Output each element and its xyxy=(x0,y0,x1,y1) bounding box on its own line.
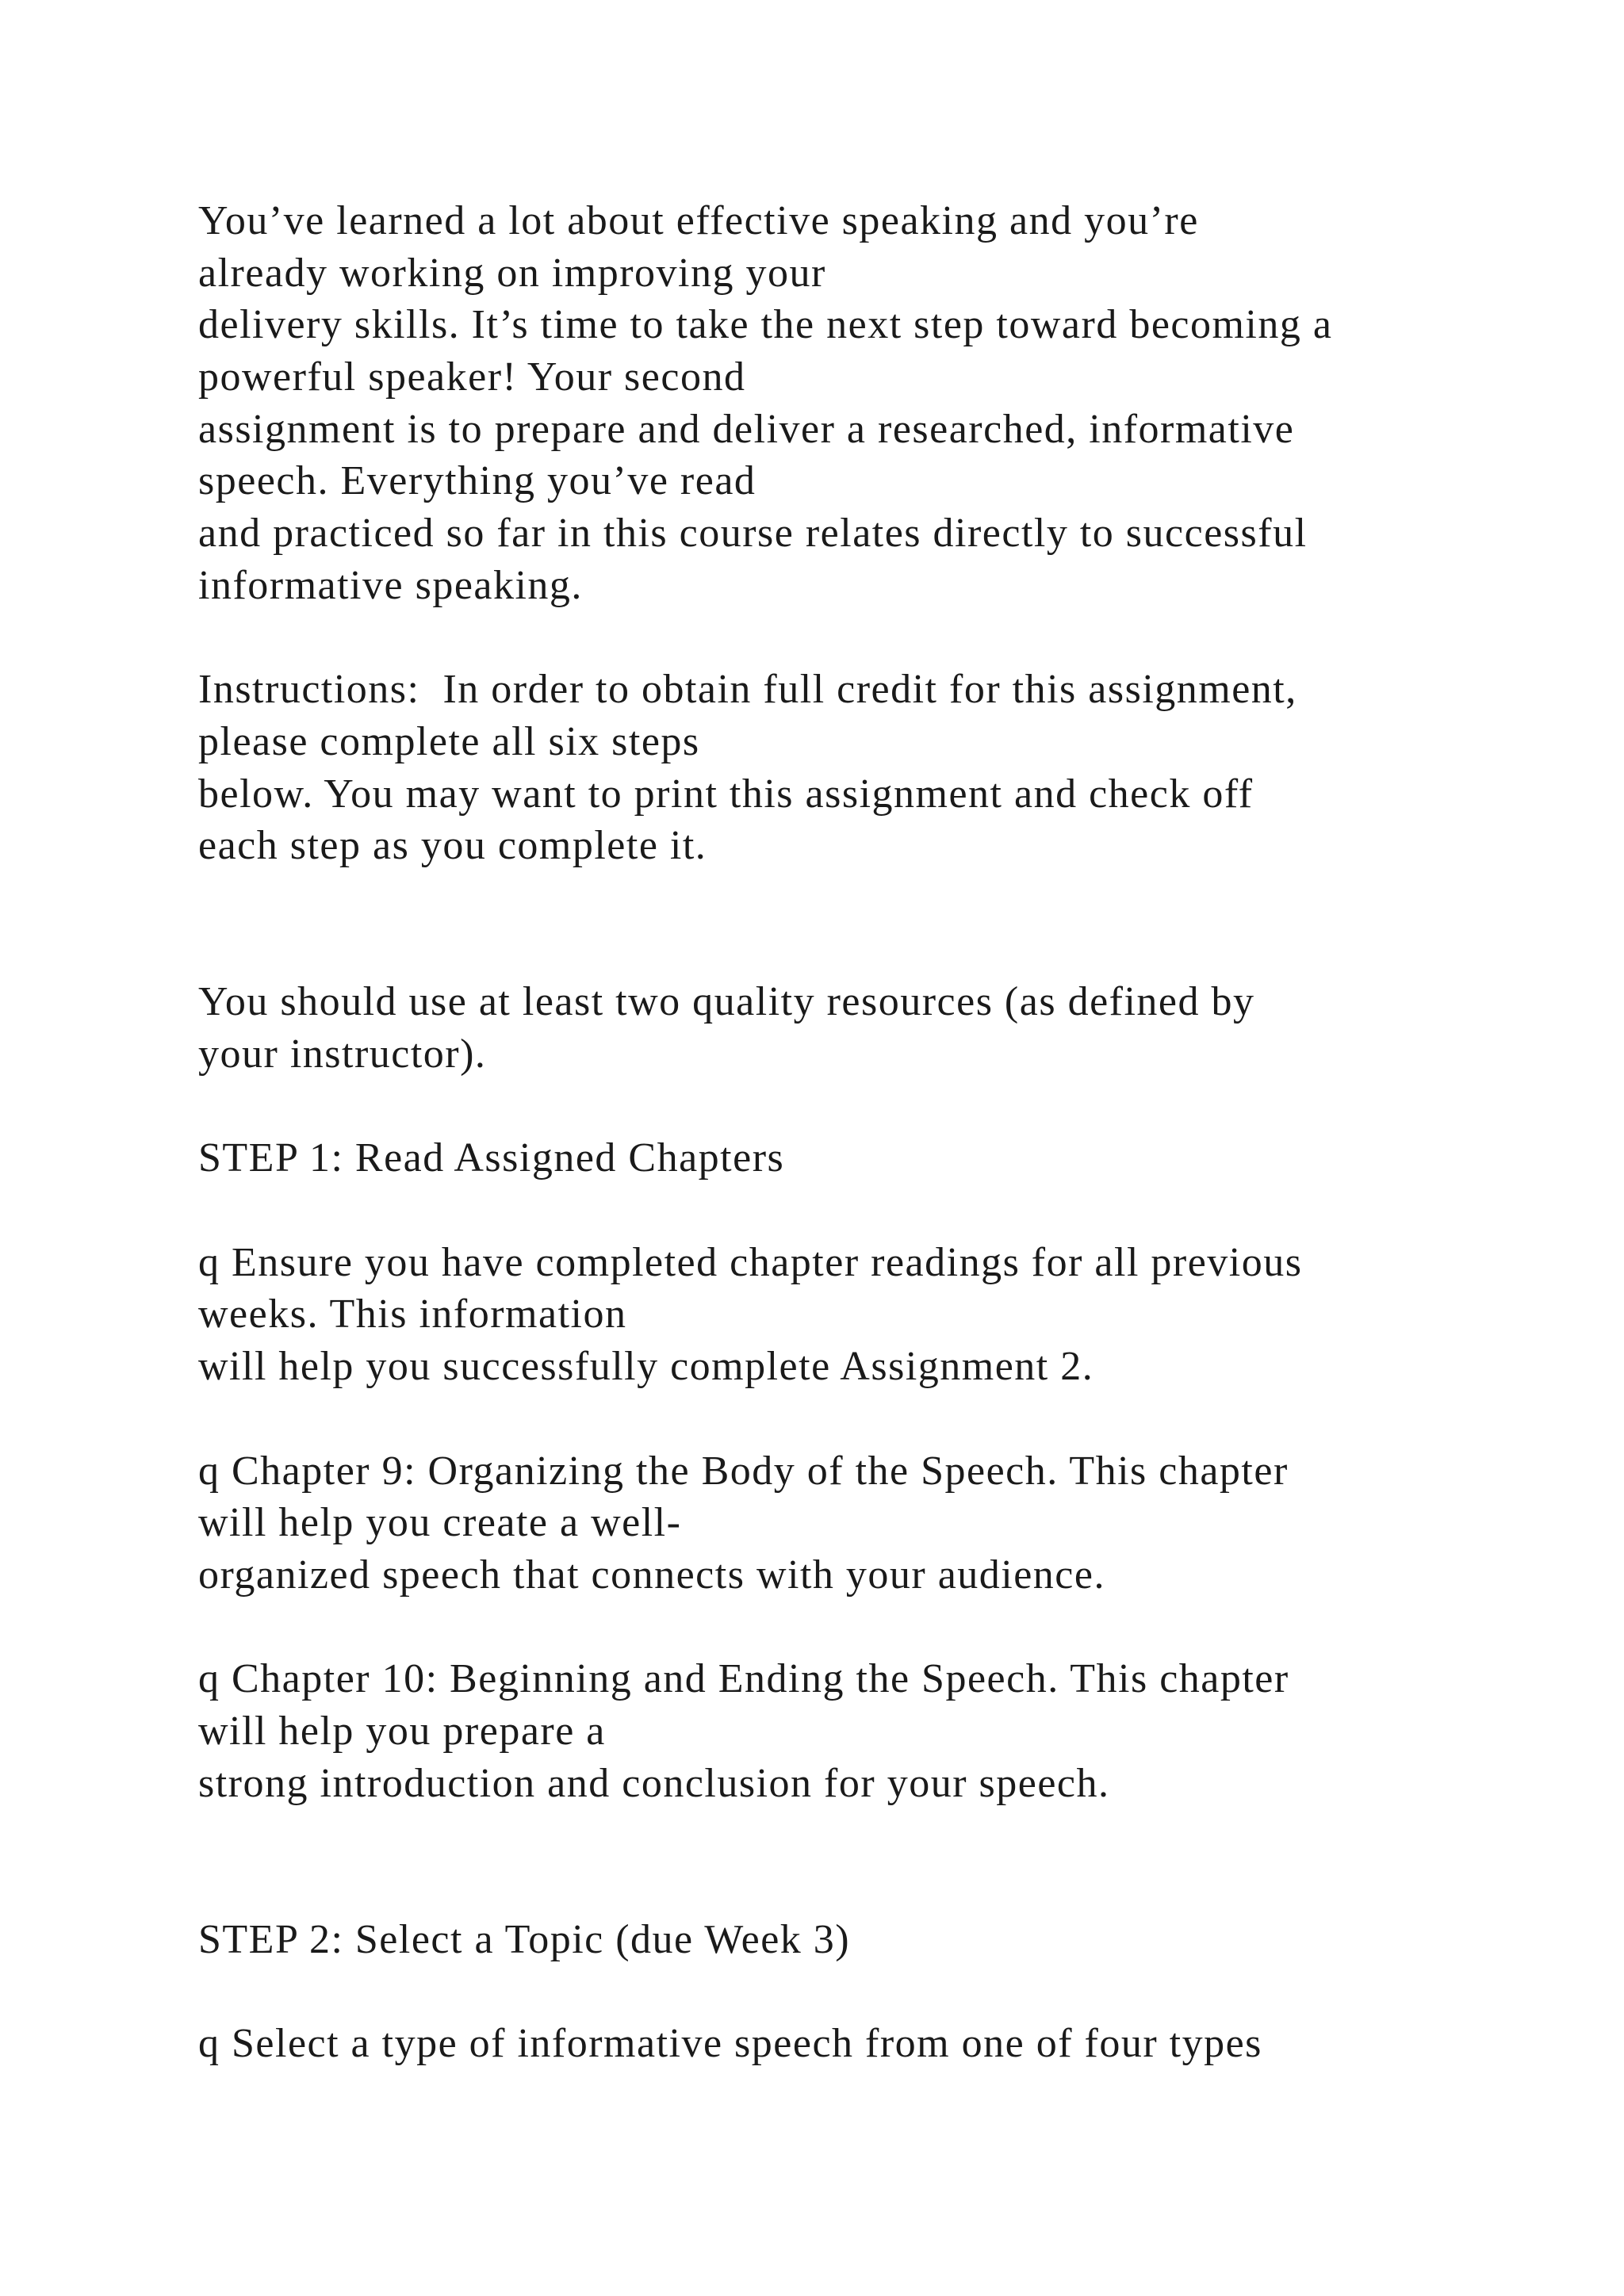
intro-paragraph xyxy=(198,195,1546,612)
text-line: will help you prepare a xyxy=(198,1708,606,1754)
blank-line xyxy=(198,1184,1546,1237)
text-line: already working on improving your xyxy=(198,250,826,296)
checklist-item-chapter-9 xyxy=(198,1445,1546,1601)
text-line: will help you successfully complete Assignment 2. xyxy=(198,1344,1094,1390)
document-body xyxy=(198,195,1546,2070)
text-line: below. You may want to print this assignment and check off xyxy=(198,771,1254,817)
text-line: and practiced so far in this course relates directly to successful xyxy=(198,511,1308,557)
text-line: will help you create a well- xyxy=(198,1500,682,1546)
text-line: speech. Everything you’ve read xyxy=(198,458,756,504)
step-1-heading xyxy=(198,1132,1546,1184)
text-line: You should use at least two quality resources (as defined by xyxy=(198,979,1255,1025)
blank-line xyxy=(198,1393,1546,1445)
text-line: q Ensure you have completed chapter readings for all previous xyxy=(198,1239,1303,1285)
text-line: organized speech that connects with your audience. xyxy=(198,1552,1105,1598)
text-line: Instructions: In order to obtain full credit for this assignment, xyxy=(198,667,1297,713)
text-line: STEP 1: Read Assigned Chapters xyxy=(198,1135,785,1181)
resources-paragraph xyxy=(198,976,1546,1080)
checklist-item-previous-readings xyxy=(198,1237,1546,1393)
blank-line xyxy=(198,1601,1546,1654)
text-line: each step as you complete it. xyxy=(198,823,707,869)
text-line: strong introduction and conclusion for your speech. xyxy=(198,1760,1110,1806)
text-line: delivery skills. It’s time to take the next step toward becoming a xyxy=(198,302,1333,348)
blank-line xyxy=(198,612,1546,664)
text-line: STEP 2: Select a Topic (due Week 3) xyxy=(198,1916,851,1962)
checklist-item-chapter-10 xyxy=(198,1653,1546,1809)
text-line: You’ve learned a lot about effective speaking and you’re xyxy=(198,198,1199,243)
text-line: q Select a type of informative speech from one of four types xyxy=(198,2021,1262,2067)
text-line: powerful speaker! Your second xyxy=(198,354,746,400)
blank-line xyxy=(198,1862,1546,1914)
checklist-item-select-type xyxy=(198,2018,1546,2070)
text-line: q Chapter 10: Beginning and Ending the Speech. This chapter xyxy=(198,1656,1289,1702)
blank-line xyxy=(198,1809,1546,1862)
text-line: assignment is to prepare and deliver a researched, informative xyxy=(198,406,1295,452)
text-line: please complete all six steps xyxy=(198,718,700,764)
text-line: q Chapter 9: Organizing the Body of the Speech. This chapter xyxy=(198,1448,1289,1494)
text-line: informative speaking. xyxy=(198,562,583,608)
blank-line xyxy=(198,924,1546,977)
instructions-paragraph xyxy=(198,664,1546,872)
text-line: your instructor). xyxy=(198,1031,487,1077)
blank-line xyxy=(198,872,1546,924)
text-line: weeks. This information xyxy=(198,1292,627,1337)
blank-line xyxy=(198,1965,1546,2018)
blank-line xyxy=(198,1081,1546,1133)
step-2-heading xyxy=(198,1914,1546,1966)
